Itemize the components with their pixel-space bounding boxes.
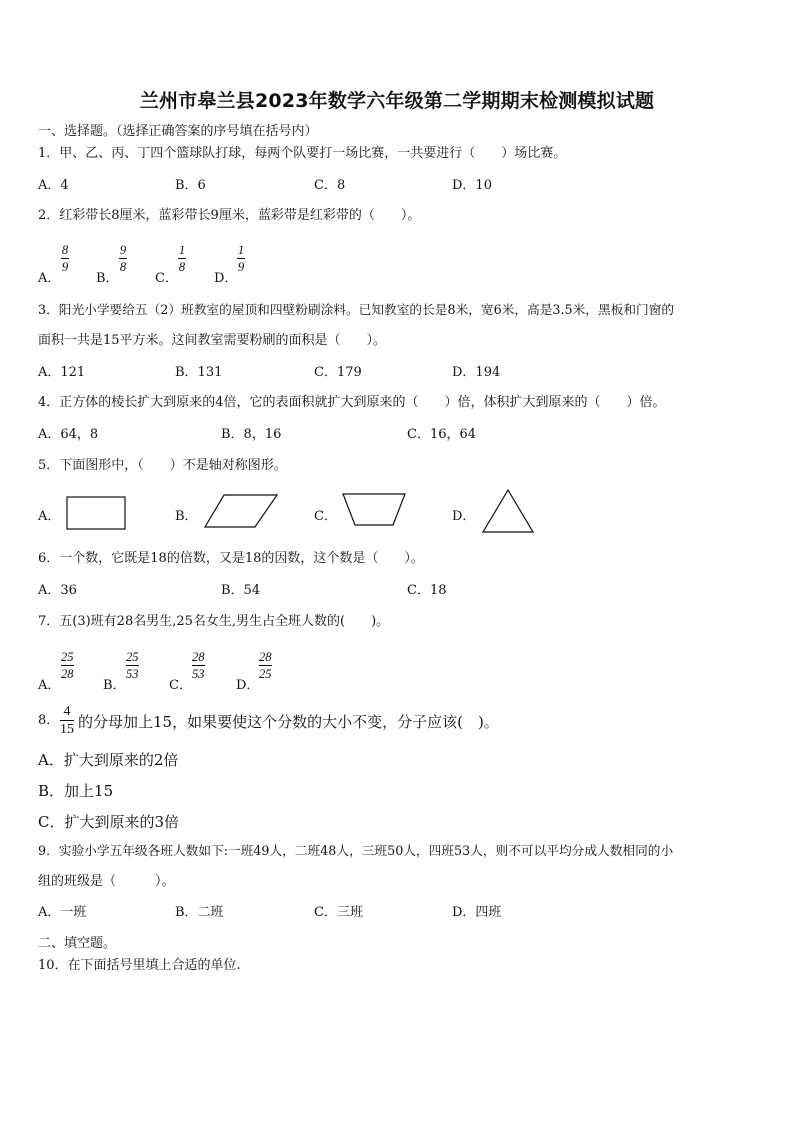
q2-option-b[interactable]: B．: [96, 271, 119, 286]
question-1: 1．甲、乙、丙、丁四个篮球队打球，每两个队要打一场比赛，一共要进行（ ）场比赛。: [38, 146, 567, 161]
q1-option-a[interactable]: A．4: [38, 178, 69, 193]
q2-fraction-a: 8 9: [61, 243, 69, 274]
q7-option-c[interactable]: C．: [169, 678, 192, 693]
question-10: 10．在下面括号里填上合适的单位.: [38, 958, 241, 973]
question-2: 2．红彩带长8厘米，蓝彩带长9厘米，蓝彩带是红彩带的（ ）。: [38, 208, 421, 223]
q3-option-d[interactable]: D．194: [452, 365, 501, 380]
q4-option-a[interactable]: A．64，8: [38, 427, 99, 442]
q3-option-b[interactable]: B．131: [175, 365, 223, 380]
q2-fraction-d: 1 9: [237, 243, 245, 274]
question-8: 的分母加上15，如果要使这个分数的大小不变，分子应该( )。: [78, 713, 499, 731]
rectangle-shape: [64, 494, 128, 530]
q6-option-b[interactable]: B．54: [221, 583, 261, 598]
q2-fraction-b: 9 8: [119, 243, 127, 274]
q7-fraction-a: 25 28: [61, 650, 74, 681]
q1-option-b[interactable]: B．6: [175, 178, 206, 193]
q6-option-a[interactable]: A．36: [38, 583, 77, 598]
q5-option-c[interactable]: C．: [314, 509, 337, 524]
q4-option-b[interactable]: B．8，16: [221, 427, 282, 442]
question-3-line-2: 面积一共是15平方米。这间教室需要粉刷的面积是（ ）。: [38, 333, 387, 348]
question-5: 5．下面图形中，（ ）不是轴对称图形。: [38, 458, 287, 473]
q2-option-a[interactable]: A．: [38, 271, 61, 286]
question-4: 4．正方体的棱长扩大到原来的4倍，它的表面积就扩大到原来的（ ）倍，体积扩大到原来的（ ）倍。: [38, 395, 666, 410]
section-heading-choice: 一、选择题。（选择正确答案的序号填在括号内）: [38, 124, 318, 139]
question-9-line-2: 组的班级是（ ）。: [38, 874, 175, 889]
q8-option-b[interactable]: B．加上15: [38, 782, 114, 800]
q7-option-b[interactable]: B．: [103, 678, 126, 693]
q7-option-d[interactable]: D．: [236, 678, 260, 693]
q7-option-a[interactable]: A．: [38, 678, 61, 693]
q3-option-c[interactable]: C．179: [314, 365, 362, 380]
question-9-line-1: 9．实验小学五年级各班人数如下:一班49人，二班48人，三班50人，四班53人，则不可以平均分成人数相同的小: [38, 843, 674, 858]
q7-fraction-d: 28 25: [259, 650, 272, 681]
q1-option-d[interactable]: D．10: [452, 178, 492, 193]
q2-option-d[interactable]: D．: [214, 271, 238, 286]
triangle-shape: [480, 487, 536, 535]
q9-option-c[interactable]: C．三班: [314, 905, 363, 920]
q9-option-d[interactable]: D．四班: [452, 905, 502, 920]
q8-fraction: 4 15: [60, 704, 74, 737]
q6-option-c[interactable]: C．18: [407, 583, 447, 598]
q5-option-b[interactable]: B．: [175, 509, 198, 524]
q8-option-a[interactable]: A．扩大到原来的2倍: [38, 751, 179, 769]
question-7: 7．五(3)班有28名男生,25名女生,男生占全班人数的( )。: [38, 614, 390, 629]
q7-fraction-c: 28 53: [192, 650, 205, 681]
page-title: 兰州市皋兰县2023年数学六年级第二学期期末检测模拟试题: [139, 90, 655, 112]
trapezoid-shape: [340, 491, 408, 529]
q5-option-a[interactable]: A．: [38, 509, 61, 524]
parallelogram-shape: [202, 492, 280, 530]
q8-option-c[interactable]: C．扩大到原来的3倍: [38, 813, 180, 831]
q9-option-b[interactable]: B．二班: [175, 905, 224, 920]
q4-option-c[interactable]: C．16，64: [407, 427, 477, 442]
q7-fraction-b: 25 53: [126, 650, 139, 681]
q3-option-a[interactable]: A．121: [38, 365, 86, 380]
question-8-number: 8．: [38, 713, 60, 728]
q9-option-a[interactable]: A．一班: [38, 905, 87, 920]
q2-option-c[interactable]: C．: [155, 271, 178, 286]
q5-option-d[interactable]: D．: [452, 509, 476, 524]
q2-fraction-c: 1 8: [178, 243, 186, 274]
question-6: 6．一个数，它既是18的倍数，又是18的因数，这个数是（ ）。: [38, 551, 424, 566]
section-heading-fill: 二、填空题。: [38, 936, 117, 951]
q1-option-c[interactable]: C．8: [314, 178, 346, 193]
question-3-line-1: 3．阳光小学要给五（2）班教室的屋顶和四壁粉刷涂料。已知教室的长是8米，宽6米，高是3.5米，黑板和门窗的: [38, 302, 675, 317]
